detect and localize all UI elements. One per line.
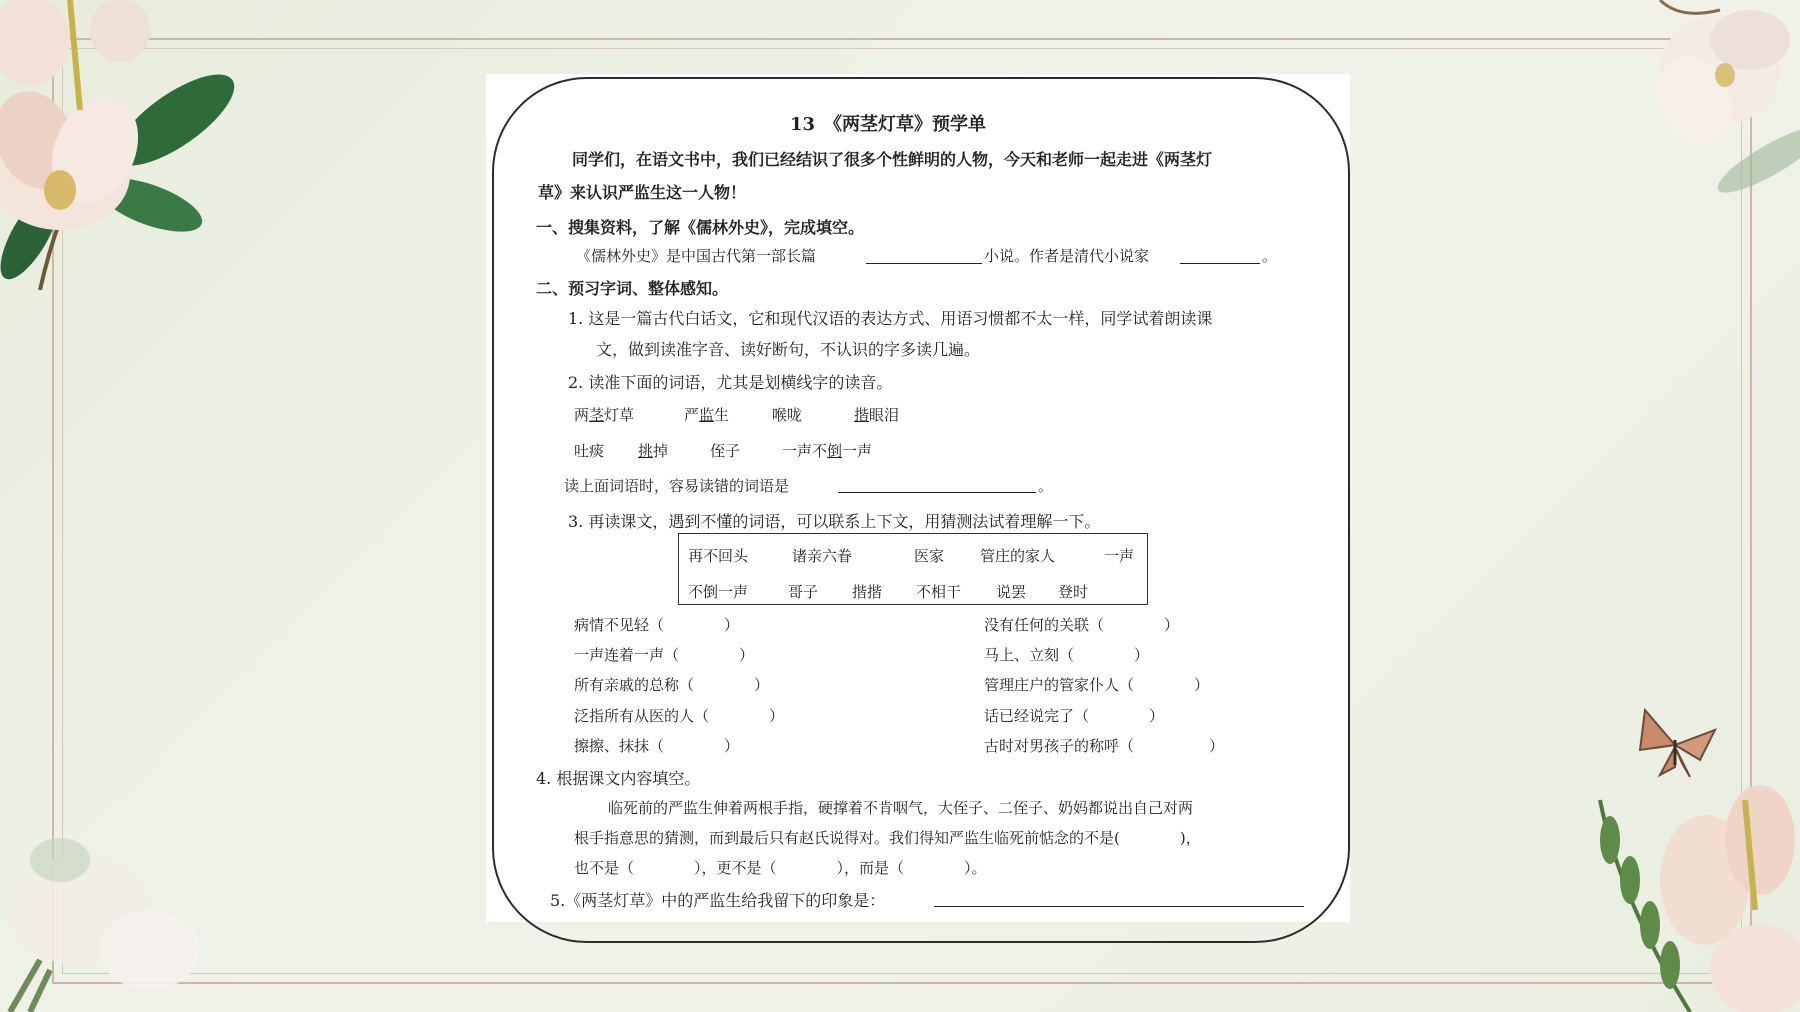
- definition-left-5: 擦擦、抹抹（ ）: [574, 737, 740, 755]
- definition-right-3: 管理庄户的管家仆人（ ）: [984, 676, 1210, 694]
- definition-right-1: 没有任何的关联（ ）: [984, 616, 1180, 634]
- word-part: 一声: [842, 442, 873, 460]
- question-1-line-b: 文，做到读准字音、读好断句，不认识的字多读几遍。: [596, 340, 981, 359]
- magnolia-flower-decoration-top-left: [0, 0, 250, 290]
- definition-right-5: 古时对男孩子的称呼（ ）: [984, 737, 1225, 755]
- box-word: 一声: [1104, 547, 1135, 565]
- underlined-char: 挑: [638, 442, 654, 460]
- question-2-fill-end: 。: [1038, 477, 1054, 495]
- section-2-heading: 二、预习字词、整体感知。: [536, 279, 729, 298]
- box-word: 说罢: [996, 583, 1027, 601]
- word-part: 灯草: [604, 406, 635, 424]
- question-4-line-b: 根手指意思的猜测，而到最后只有赵氏说得对。我们得知严监生临死前惦念的不是( )，: [574, 829, 1201, 847]
- underlined-char: 茎: [589, 406, 605, 424]
- word-tu-tan: 吐痰: [574, 442, 605, 460]
- question-4-line-a: 临死前的严监生伸着两根手指，硬撑着不肯咽气，大侄子、二侄子、奶妈都说出自己对两: [608, 799, 1194, 817]
- word-part: 掉: [653, 442, 669, 460]
- question-4-heading: 4. 根据课文内容填空。: [536, 769, 701, 788]
- section-1-heading: 一、搜集资料，了解《儒林外史》，完成填空。: [536, 218, 865, 237]
- word-part: 两: [574, 406, 590, 424]
- question-4-line-c: 也不是（ ），更不是（ ），而是（ ）。: [574, 859, 987, 877]
- box-word: 登时: [1058, 583, 1089, 601]
- flower-decoration-bottom-right: [1560, 760, 1800, 1012]
- underlined-char: 揩: [854, 406, 870, 424]
- definition-left-2: 一声连着一声（ ）: [574, 646, 755, 664]
- box-word: 哥子: [788, 583, 819, 601]
- word-part: 严: [684, 406, 700, 424]
- flower-decoration-bottom-left: [0, 800, 240, 1012]
- definition-right-4: 话已经说完了（ ）: [984, 707, 1165, 725]
- section-1-text-b: 小说。作者是清代小说家: [984, 247, 1150, 265]
- word-kai-yan-lei: [854, 404, 899, 425]
- box-word: 不相干: [916, 583, 962, 601]
- word-liang-jing-deng-cao: [574, 404, 634, 425]
- blank-misread-words[interactable]: [838, 492, 1036, 493]
- word-tiao-diao: [638, 440, 668, 461]
- box-word: 医家: [914, 547, 945, 565]
- worksheet-title: 13 《两茎灯草》预学单: [790, 114, 987, 135]
- question-5: 5.《两茎灯草》中的严监生给我留下的印象是：: [550, 891, 886, 910]
- intro-line-2: 草》来认识严监生这一人物！: [538, 183, 747, 202]
- underlined-char: 倒: [827, 442, 843, 460]
- blank-author[interactable]: [1180, 263, 1260, 264]
- section-1-text-a: 《儒林外史》是中国古代第一部长篇: [576, 247, 817, 265]
- section-1-text-c: 。: [1262, 247, 1278, 265]
- box-word: 诸亲六眷: [792, 547, 853, 565]
- underlined-char: 监: [699, 406, 715, 424]
- definition-right-2: 马上、立刻（ ）: [984, 646, 1150, 664]
- question-1-line-a: 1. 这是一篇古代白话文，它和现代汉语的表达方式、用语习惯都不太一样，同学试着朗读课: [568, 309, 1213, 328]
- box-word: 揩揩: [852, 583, 883, 601]
- word-part: 生: [714, 406, 730, 424]
- question-2-fill-label: 读上面词语时，容易读错的词语是: [564, 477, 790, 495]
- word-part: 一声不: [782, 442, 828, 460]
- definition-left-3: 所有亲戚的总称（ ）: [574, 676, 770, 694]
- definition-left-1: 病情不见轻（ ）: [574, 616, 740, 634]
- intro-line-1: 同学们，在语文书中，我们已经结识了很多个性鲜明的人物，今天和老师一起走进《两茎灯: [572, 150, 1213, 169]
- box-word: 再不回头: [688, 547, 749, 565]
- word-yi-sheng-bu-dao-yi-sheng: [782, 440, 872, 461]
- blank-novel-type[interactable]: [866, 263, 982, 264]
- word-yan-jian-sheng: [684, 404, 729, 425]
- word-part: 眼泪: [869, 406, 900, 424]
- question-2: 2. 读准下面的词语，尤其是划横线字的读音。: [568, 373, 893, 392]
- magnolia-flower-decoration-top-right: [1600, 0, 1800, 220]
- word-hou-long: 喉咙: [772, 406, 803, 424]
- question-3: 3. 再读课文，遇到不懂的词语，可以联系上下文，用猜测法试着理解一下。: [568, 512, 1101, 531]
- box-word: 管庄的家人: [980, 547, 1056, 565]
- word-zhi-zi: 侄子: [710, 442, 741, 460]
- blank-impression[interactable]: [934, 906, 1304, 907]
- definition-left-4: 泛指所有从医的人（ ）: [574, 707, 785, 725]
- box-word: 不倒一声: [688, 583, 749, 601]
